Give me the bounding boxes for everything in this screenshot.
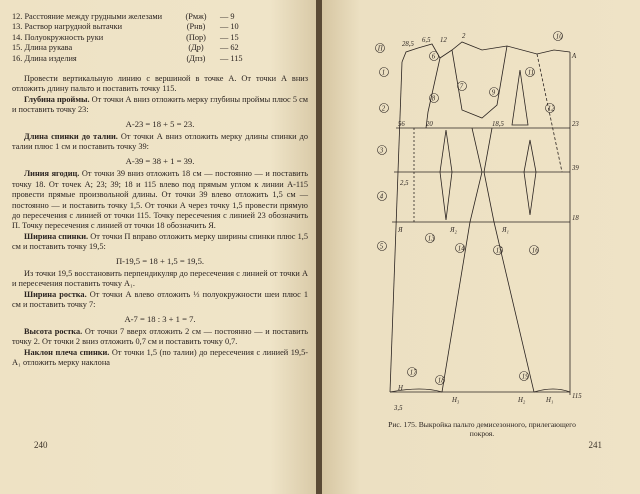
formula-neck-width: А-7 = 18 : 3 + 1 = 7.: [124, 313, 196, 324]
paragraph-back-width: Ширина спинки. От точки П вправо отложить мерку ширины спинки плюс 1,5 см и поставить точку 19,5:: [12, 231, 308, 252]
point-number: 15: [495, 247, 503, 255]
point-number: 3: [379, 147, 384, 155]
label-n1: Н₁: [546, 397, 554, 404]
point-number: 16: [531, 247, 539, 255]
label-ya1: Я₁: [502, 227, 509, 234]
label-18: 18: [572, 215, 579, 222]
label-3-5: 3,5: [394, 405, 403, 412]
label-a: А: [572, 53, 577, 60]
label-12: 12: [440, 37, 447, 44]
point-number: 9: [491, 89, 496, 97]
right-page: [322, 0, 640, 494]
page-number-left: 240: [34, 440, 48, 450]
paragraph-neck-height: Высота ростка. От точки 7 вверх отложить 2 см — постоянно — и поставить точку 2. От точки 2 вниз отложить 0,7 см и поставить точку 0,7.: [12, 326, 308, 347]
page-number-right: 241: [588, 440, 602, 450]
point-number: 12: [547, 105, 555, 113]
measure-row-13: 13. Раствор нагрудной вытачки (Рнв) — 10: [12, 22, 239, 32]
paragraph-armhole: Глубина проймы. От точки А вниз отложить мерку глубины проймы плюс 5 см и поставить точку 23:: [12, 94, 309, 115]
label-39: 39: [572, 165, 579, 172]
label-56: 56: [398, 121, 405, 128]
paragraph-shoulder: Наклон плеча спинки. От точки 1,5 (по талии) до пересечения с линией 19,5-А₁ отложить мерку наклона: [12, 347, 308, 368]
side-seam-back: [442, 128, 482, 392]
label-20: 20: [426, 121, 433, 128]
bust-dart: [512, 70, 528, 125]
label-23: 23: [572, 121, 579, 128]
back-dart: [440, 130, 452, 220]
paragraph-back-waist: Длина спинки до талии. От точки А вниз отложить мерку длины спинки до талии плюс 1 см и поставить точку 39:: [12, 132, 308, 152]
point-number: 17: [409, 369, 417, 377]
label-28-5: 28,5: [402, 41, 414, 48]
point-number: 13: [427, 235, 435, 243]
label-ya: Я: [398, 227, 403, 234]
point-number: 8: [431, 95, 436, 103]
left-page: [0, 0, 318, 494]
back-armhole: [426, 58, 440, 128]
label-18-5: 18,5: [492, 121, 504, 128]
label-n3: Н₃: [452, 397, 460, 404]
paragraph-vertical-line: Провести вертикальную линию с вершиной в точке А. От точки А вниз отложить длину пальто и поставить точку 115.: [12, 74, 308, 94]
figure-caption: Рис. 175. Выкройка пальто демисезонного, прилегающего покроя.: [388, 420, 576, 438]
point-number: 2: [381, 105, 386, 113]
paragraph-neck-width: Ширина ростка. От точки А влево отложить ⅓ полуокружности шеи плюс 1 см и поставить точку 7:: [12, 289, 308, 310]
measure-row-12: 12. Расстояние между грудными железами (Рмж) — 9: [12, 12, 235, 21]
point-number: 14: [457, 245, 465, 253]
label-2-5: 2,5: [400, 180, 409, 187]
point-number: 10: [555, 33, 563, 41]
paragraph-hips: Линия ягодиц. От точки 39 вниз отложить 18 см — постоянно — и поставить точку 18. От точек А; 23; 39; 18 и 115 влево под прямым углом к линии А-115 провести прямые произвольной длины. От точки 39 влево отложить 1,5 см — постоянно — и поставить точку 1,5. От точки А через точку 1,5 провести прямую до пересечения с линией от точки 115. Точку пересечения с линией 23 обозначить П. Точку пересечения с линией от точки 18 обозначить Я.: [12, 169, 308, 231]
paragraph-perpendicular: Из точки 19,5 восстановить перпендикуляр до пересечения с линией от точки А и пересечения поставить точку А₁.: [12, 268, 308, 289]
front-dart: [524, 140, 536, 215]
label-n2: Н₂: [518, 397, 526, 404]
measure-row-14: 14. Полуокружность руки (Пор) — 15: [12, 32, 239, 42]
formula-back-waist: А-39 = 38 + 1 = 39.: [125, 155, 195, 166]
point-number: 7: [459, 83, 464, 91]
point-number: 18: [437, 377, 445, 385]
measure-row-16: 16. Длина изделия (Дпз) — 115: [12, 53, 243, 63]
measure-row-15: 15. Длина рукава (Др) — 62: [12, 43, 239, 53]
point-number: 4: [379, 193, 384, 201]
point-number: 11: [527, 69, 535, 77]
point-number: 5: [379, 243, 384, 251]
label-2: 2: [462, 33, 466, 40]
hem-curve: [390, 389, 570, 392]
label-n: Н: [398, 385, 403, 392]
point-number: 1: [381, 69, 386, 77]
point-number: П: [377, 45, 383, 53]
label-115: 115: [572, 393, 582, 400]
formula-back-width: П-19,5 = 18 + 1,5 = 19,5.: [115, 255, 205, 266]
formula-armhole: А-23 = 18 + 5 = 23.: [125, 118, 195, 129]
point-number: 19: [521, 373, 529, 381]
dashed-front-line: [537, 54, 562, 172]
side-seam-front: [484, 128, 534, 392]
label-ya2: Я₂: [450, 227, 457, 234]
label-6-5: 6,5: [422, 37, 431, 44]
left-page-text: [12, 12, 308, 369]
point-number: 6: [431, 53, 436, 61]
top-contour: [402, 42, 570, 62]
